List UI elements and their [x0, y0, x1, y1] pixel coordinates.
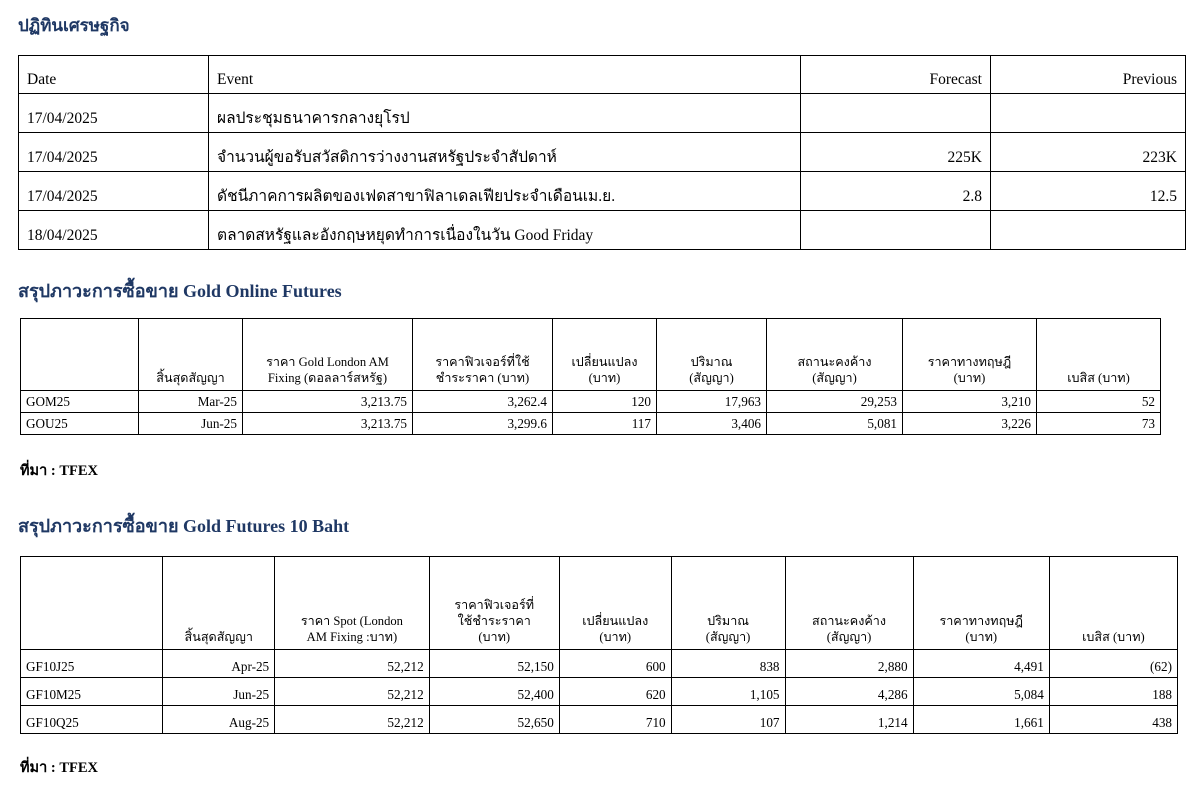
header-line-1: ราคา Gold London AM — [266, 355, 389, 369]
cell-theoretical-price: 1,661 — [913, 706, 1049, 734]
gold-online-futures-heading: สรุปภาวะการซื้อขาย Gold Online Futures — [18, 281, 342, 301]
cell-event: ผลประชุมธนาคารกลางยุโรป — [209, 94, 801, 133]
header-line-1: ราคาฟิวเจอร์ที่ใช้ — [435, 355, 530, 369]
cell-spot-price: 52,212 — [275, 678, 430, 706]
table-row — [19, 133, 1186, 172]
cell-theoretical-price: 3,226 — [903, 413, 1037, 435]
cell-expiry: Mar-25 — [139, 391, 243, 413]
cell-event: จำนวนผู้ขอรับสวัสดิการว่างงานสหรัฐประจำสัปดาห์ — [209, 133, 801, 172]
cell-previous — [991, 94, 1186, 133]
column-header-settlement-price — [413, 319, 553, 391]
cell-open-interest: 29,253 — [767, 391, 903, 413]
column-header-basis — [1037, 319, 1161, 391]
column-header-symbol — [21, 557, 163, 650]
table-row — [21, 650, 1178, 678]
header-line-1: สิ้นสุดสัญญา — [184, 630, 253, 644]
gold-online-futures-source: ที่มา : TFEX — [20, 463, 99, 479]
cell-theoretical-price: 3,210 — [903, 391, 1037, 413]
header-line-1: เบสิส (บาท) — [1067, 371, 1130, 385]
header-line-2: (บาท) — [953, 371, 986, 385]
column-header-open-interest — [767, 319, 903, 391]
cell-settlement-price: 52,650 — [429, 706, 559, 734]
header-line-2: (สัญญา) — [689, 371, 734, 385]
column-header-previous: Previous — [991, 56, 1186, 94]
column-header-basis — [1049, 557, 1177, 650]
column-header-theoretical-price — [903, 319, 1037, 391]
column-header-expiry — [139, 319, 243, 391]
column-header-open-interest — [785, 557, 913, 650]
header-line-1: สิ้นสุดสัญญา — [156, 371, 225, 385]
cell-settlement-price: 52,150 — [429, 650, 559, 678]
cell-volume: 838 — [671, 650, 785, 678]
header-line-1: เปลี่ยนแปลง — [582, 614, 649, 628]
table-row — [21, 413, 1161, 435]
header-line-2: ใช้ชำระราคา — [457, 614, 531, 628]
cell-settlement-price: 3,299.6 — [413, 413, 553, 435]
header-line-3: (สัญญา) — [826, 630, 872, 644]
gold-online-futures-table — [20, 318, 1161, 435]
cell-previous: 223K — [991, 133, 1186, 172]
header-line-2: (สัญญา) — [812, 371, 857, 385]
cell-volume: 17,963 — [657, 391, 767, 413]
cell-forecast: 2.8 — [801, 172, 991, 211]
gold-futures-10baht-header-row — [21, 557, 1178, 650]
cell-volume: 1,105 — [671, 678, 785, 706]
header-line-1: ปริมาณ — [707, 614, 749, 628]
cell-change: 600 — [559, 650, 671, 678]
header-line-3: AM Fixing :บาท) — [306, 630, 398, 644]
cell-forecast: 225K — [801, 133, 991, 172]
cell-date: 17/04/2025 — [19, 94, 209, 133]
table-row — [19, 172, 1186, 211]
table-row — [19, 211, 1186, 250]
cell-volume: 3,406 — [657, 413, 767, 435]
cell-basis: 438 — [1049, 706, 1177, 734]
table-row — [21, 391, 1161, 413]
cell-basis: 188 — [1049, 678, 1177, 706]
column-header-spot-price — [243, 319, 413, 391]
column-header-forecast: Forecast — [801, 56, 991, 94]
cell-settlement-price: 52,400 — [429, 678, 559, 706]
header-line-1: สถานะคงค้าง — [812, 614, 887, 628]
cell-spot-price: 52,212 — [275, 650, 430, 678]
cell-symbol: GF10Q25 — [21, 706, 163, 734]
cell-spot-price: 3,213.75 — [243, 413, 413, 435]
cell-change: 120 — [553, 391, 657, 413]
gold-futures-10baht-table — [20, 556, 1178, 734]
cell-open-interest: 1,214 — [785, 706, 913, 734]
cell-theoretical-price: 4,491 — [913, 650, 1049, 678]
gold-futures-10baht-source: ที่มา : TFEX — [20, 760, 99, 776]
cell-expiry: Jun-25 — [139, 413, 243, 435]
cell-volume: 107 — [671, 706, 785, 734]
cell-change: 620 — [559, 678, 671, 706]
cell-change: 117 — [553, 413, 657, 435]
table-row — [19, 94, 1186, 133]
cell-previous — [991, 211, 1186, 250]
header-line-3: (บาท) — [599, 630, 632, 644]
cell-forecast — [801, 211, 991, 250]
column-header-spot-price — [275, 557, 430, 650]
cell-previous: 12.5 — [991, 172, 1186, 211]
header-line-3: (บาท) — [965, 630, 998, 644]
cell-forecast — [801, 94, 991, 133]
header-line-1: ราคา Spot (London — [300, 614, 403, 628]
cell-settlement-price: 3,262.4 — [413, 391, 553, 413]
column-header-change — [553, 319, 657, 391]
cell-spot-price: 52,212 — [275, 706, 430, 734]
header-line-1: ราคาทางทฤษฎี — [927, 355, 1012, 369]
economic-calendar-table — [18, 55, 1186, 250]
cell-spot-price: 3,213.75 — [243, 391, 413, 413]
cell-symbol: GF10M25 — [21, 678, 163, 706]
cell-expiry: Aug-25 — [163, 706, 275, 734]
cell-open-interest: 2,880 — [785, 650, 913, 678]
header-line-1: เปลี่ยนแปลง — [571, 355, 638, 369]
column-header-event: Event — [209, 56, 801, 94]
cell-basis: 73 — [1037, 413, 1161, 435]
column-header-theoretical-price — [913, 557, 1049, 650]
cell-symbol: GF10J25 — [21, 650, 163, 678]
cell-symbol: GOM25 — [21, 391, 139, 413]
cell-expiry: Apr-25 — [163, 650, 275, 678]
header-line-1: ราคาทางทฤษฎี — [939, 614, 1023, 628]
gold-online-futures-header-row — [21, 319, 1161, 391]
header-line-1: เบสิส (บาท) — [1082, 630, 1145, 644]
cell-symbol: GOU25 — [21, 413, 139, 435]
cell-basis: 52 — [1037, 391, 1161, 413]
table-row — [21, 706, 1178, 734]
economic-calendar-heading: ปฏิทินเศรษฐกิจ — [18, 16, 130, 35]
header-line-1: สถานะคงค้าง — [797, 355, 872, 369]
column-header-volume — [657, 319, 767, 391]
column-header-symbol — [21, 319, 139, 391]
header-line-3: (สัญญา) — [705, 630, 751, 644]
header-line-3: (บาท) — [478, 630, 511, 644]
header-line-2: (บาท) — [588, 371, 621, 385]
cell-change: 710 — [559, 706, 671, 734]
header-line-2: Fixing (ดอลลาร์สหรัฐ) — [267, 371, 388, 385]
cell-basis: (62) — [1049, 650, 1177, 678]
header-line-2: ชำระราคา (บาท) — [435, 371, 530, 385]
header-line-1: ราคาฟิวเจอร์ที่ — [454, 598, 535, 612]
cell-event: ตลาดสหรัฐและอังกฤษหยุดทำการเนื่องในวัน Good Friday — [209, 211, 801, 250]
column-header-change — [559, 557, 671, 650]
table-row — [21, 678, 1178, 706]
cell-date: 17/04/2025 — [19, 133, 209, 172]
cell-expiry: Jun-25 — [163, 678, 275, 706]
economic-calendar-header-row — [19, 56, 1186, 94]
header-line-1: ปริมาณ — [690, 355, 733, 369]
cell-event: ดัชนีภาคการผลิตของเฟดสาขาฟิลาเดลเฟียประจำเดือนเม.ย. — [209, 172, 801, 211]
cell-date: 17/04/2025 — [19, 172, 209, 211]
cell-date: 18/04/2025 — [19, 211, 209, 250]
cell-open-interest: 5,081 — [767, 413, 903, 435]
cell-open-interest: 4,286 — [785, 678, 913, 706]
column-header-volume — [671, 557, 785, 650]
column-header-settlement-price — [429, 557, 559, 650]
column-header-expiry — [163, 557, 275, 650]
cell-theoretical-price: 5,084 — [913, 678, 1049, 706]
gold-futures-10baht-heading: สรุปภาวะการซื้อขาย Gold Futures 10 Baht — [18, 516, 350, 536]
column-header-date: Date — [19, 56, 209, 94]
